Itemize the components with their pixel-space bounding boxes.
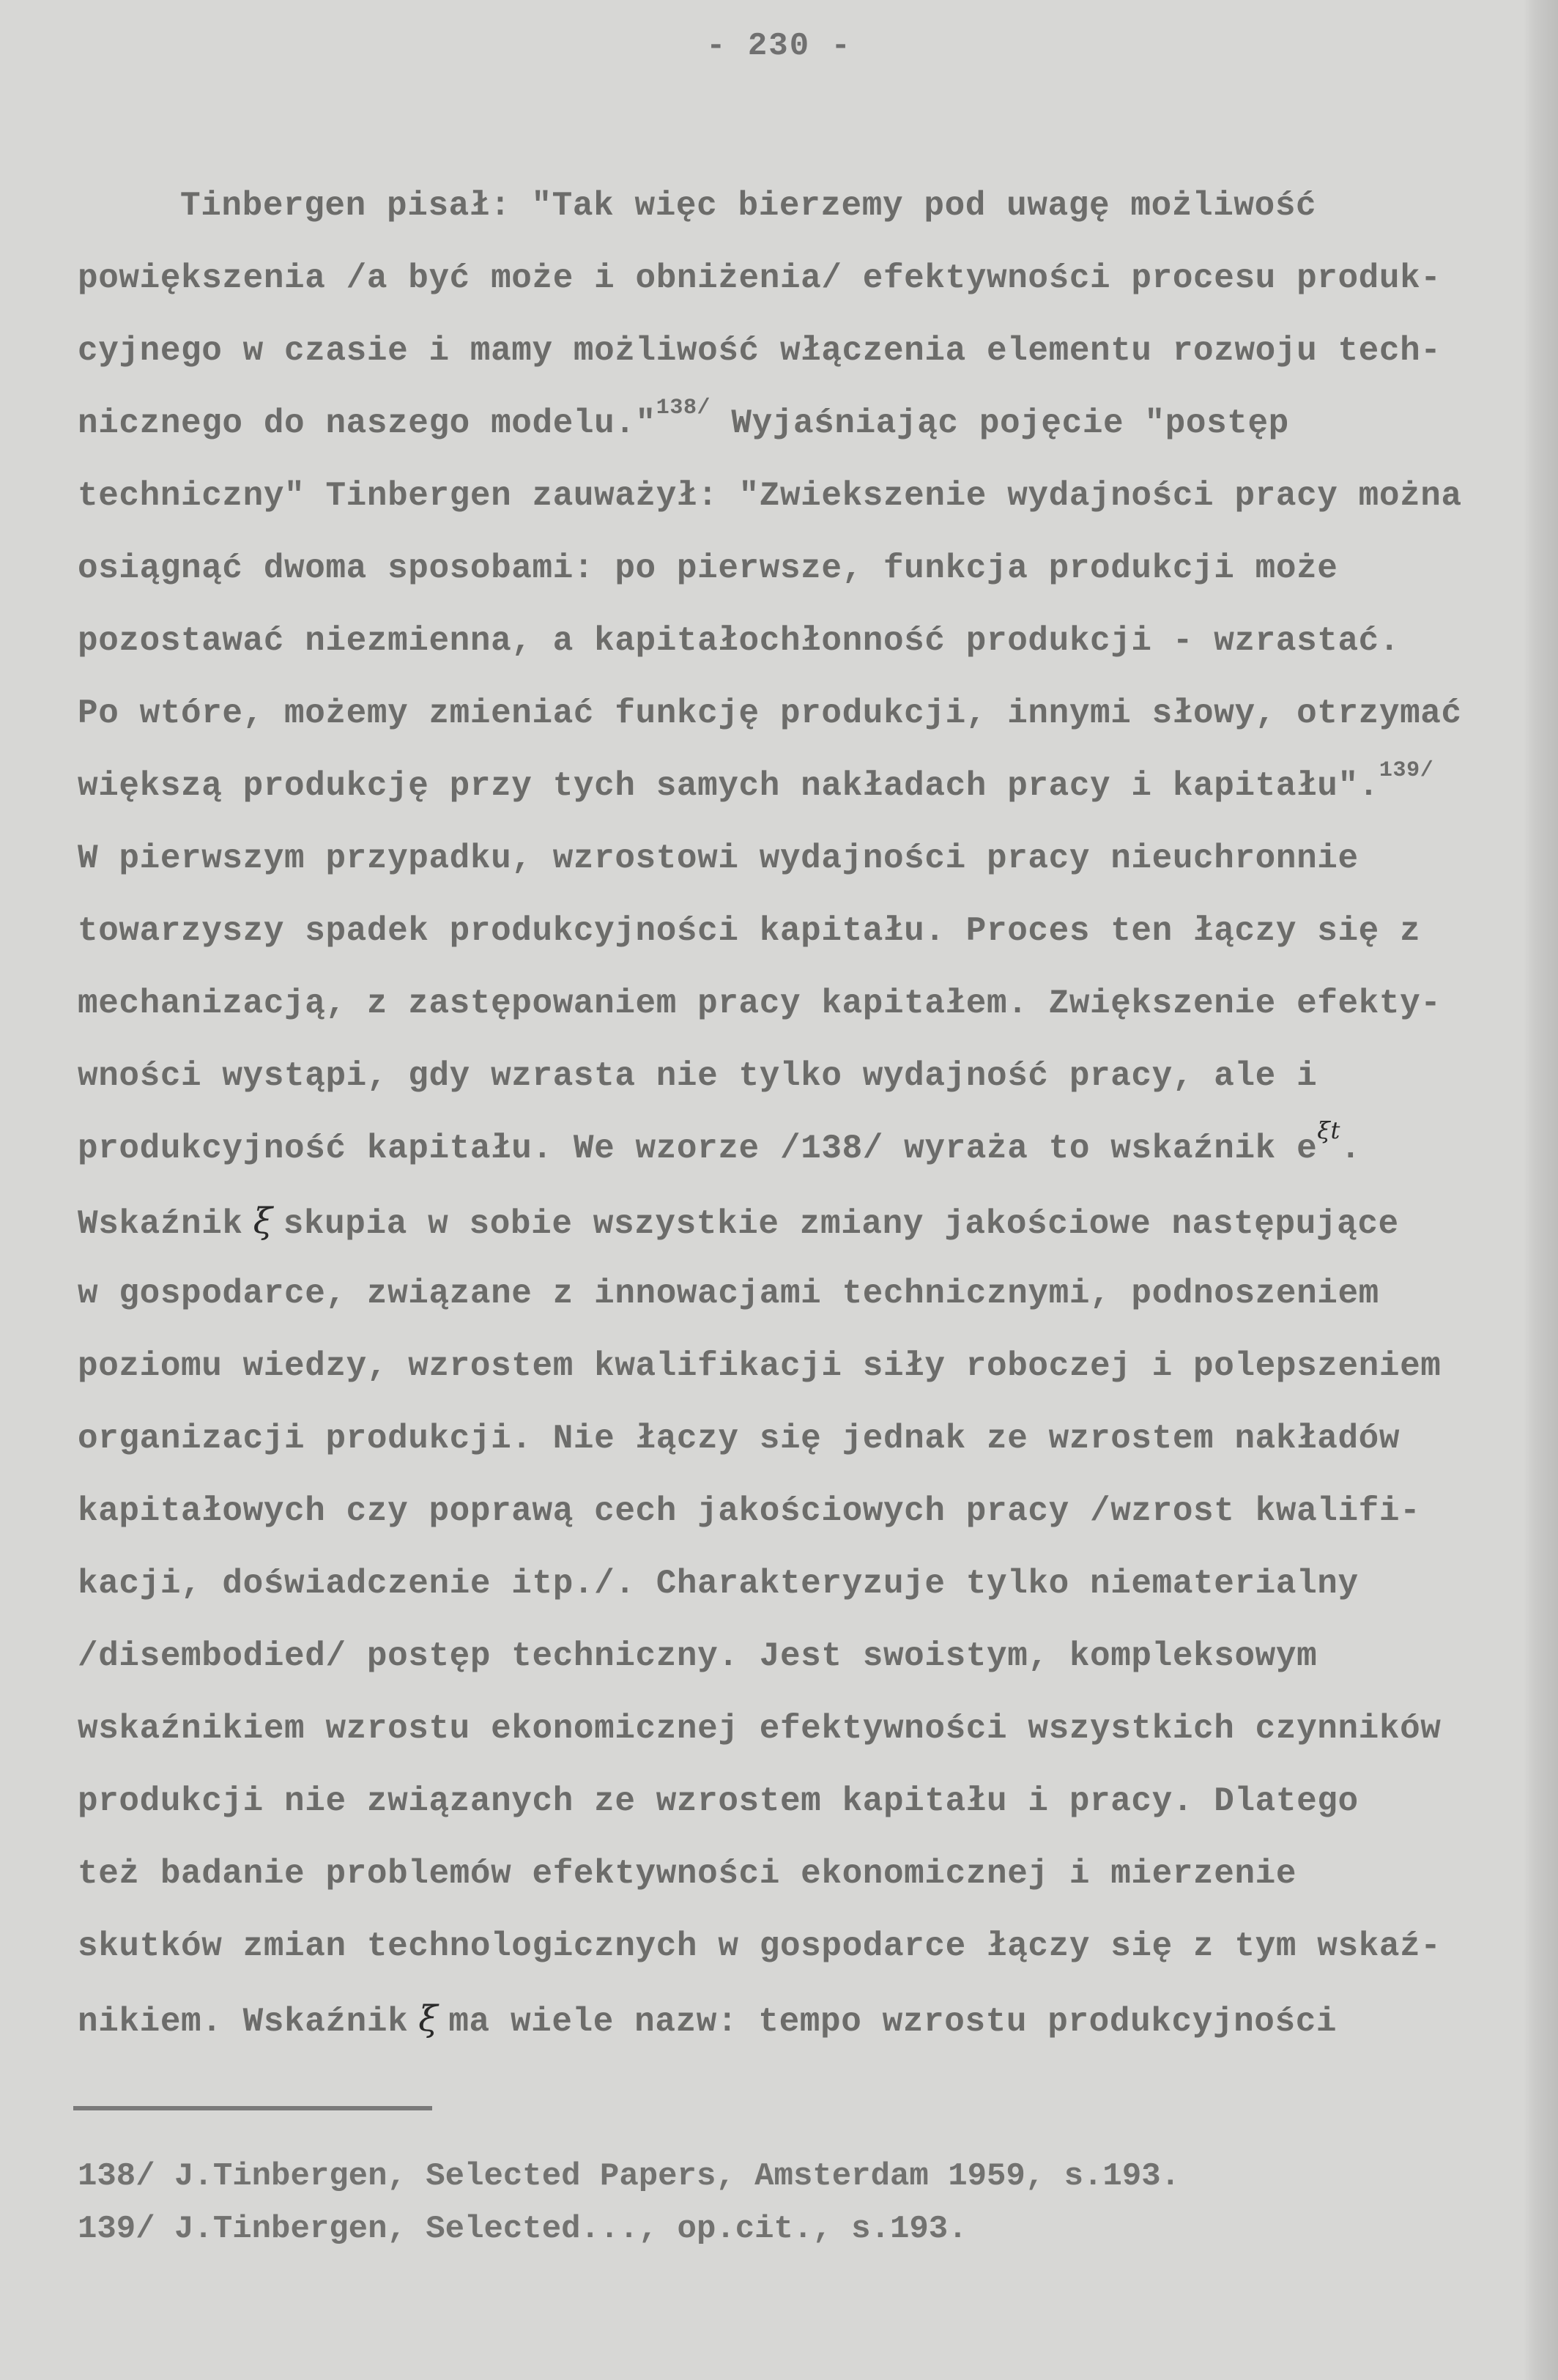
text-line [78,388,1550,460]
text-line [78,605,1550,678]
text-line [78,1403,1550,1475]
text-line [78,1258,1550,1330]
line-text: wności wystąpi, gdy wzrasta nie tylko wydajność pracy, ale i [78,1057,1318,1095]
line-text: produkcyjność kapitału. We wzorze /138/ wyraża to wskaźnik e [78,1130,1318,1168]
line-text: w gospodarce, związane z innowacjami technicznymi, podnoszeniem [78,1275,1379,1313]
line-text: ma wiele nazw: tempo wzrostu produkcyjności [448,2003,1338,2041]
text-line [78,1548,1550,1620]
body-text [78,170,1550,2055]
text-line [78,750,1550,823]
line-text: kapitałowych czy poprawą cech jakościowych pracy /wzrost kwalifi- [78,1492,1421,1530]
line-text: skutków zmian technologicznych w gospodarce łączy się z tym wskaź- [78,1927,1442,1965]
line-text: W pierwszym przypadku, wzrostowi wydajności pracy nieuchronnie [78,839,1359,878]
line-text: kacji, doświadczenie itp./. Charakteryzuje tylko niematerialny [78,1565,1359,1603]
line-text: /disembodied/ postęp techniczny. Jest swoistym, kompleksowym [78,1637,1318,1675]
text-line [78,895,1550,968]
text-line [78,1330,1550,1403]
text-line [78,1475,1550,1548]
text-line [78,170,1550,242]
text-line [78,1838,1550,1910]
line-text: Po wtóre, możemy zmieniać funkcję produkcji, innymi słowy, otrzymać [78,694,1462,733]
footnote-ref-139: 139/ [1379,758,1434,783]
xi-symbol: ξ [418,1998,439,2039]
line-text: . [1340,1130,1362,1168]
line-text: skupia w sobie wszystkie zmiany jakościowe następujące [283,1205,1399,1243]
page-number: - 230 - [706,28,852,64]
line-text: mechanizacją, z zastępowaniem pracy kapitałem. Zwiększenie efekty- [78,985,1442,1023]
line-text: wskaźnikiem wzrostu ekonomicznej efektywności wszystkich czynników [78,1710,1442,1748]
xi-symbol: ξ [253,1201,273,1242]
text-line [78,242,1550,315]
line-text: powiększenia /a być może i obniżenia/ efektywności procesu produk- [78,259,1442,297]
text-line [78,1765,1550,1838]
line-text: nikiem. Wskaźnik [78,2003,409,2041]
footnote-separator [73,2106,432,2110]
text-line [78,1693,1550,1765]
text-line [78,968,1550,1040]
line-text: osiągnąć dwoma sposobami: po pierwsze, funkcja produkcji może [78,549,1338,587]
line-text: towarzyszy spadek produkcyjności kapitału. Proces ten łączy się z [78,912,1421,950]
text-line [78,315,1550,388]
xi-superscript: ξt [1317,1116,1340,1144]
text-line [78,533,1550,605]
line-text: produkcji nie związanych ze wzrostem kapitału i pracy. Dlatego [78,1782,1359,1820]
text-line [78,1040,1550,1113]
line-text: Wskaźnik [78,1205,243,1243]
text-line [78,678,1550,750]
line-text: techniczny" Tinbergen zauważył: "Zwiekszenie wydajności pracy można [78,477,1462,515]
line-text: Wyjaśniając pojęcie "postęp [711,404,1289,442]
footnote-139: 139/ J.Tinbergen, Selected..., op.cit., s.193. [78,2211,968,2247]
text-line [78,1620,1550,1693]
text-line [78,1910,1550,1983]
text-line [78,460,1550,533]
line-text: organizacji produkcji. Nie łączy się jednak ze wzrostem nakładów [78,1420,1401,1458]
line-text: większą produkcję przy tych samych nakładach pracy i kapitału". [78,767,1379,805]
line-text: pozostawać niezmienna, a kapitałochłonność produkcji - wzrastać. [78,622,1401,660]
line-text: cyjnego w czasie i mamy możliwość włączenia elementu rozwoju tech- [78,332,1442,370]
text-line [78,823,1550,895]
line-text: nicznego do naszego modelu." [78,404,656,442]
footnote-ref-138: 138/ [656,396,711,420]
line-text: poziomu wiedzy, wzrostem kwalifikacji siły roboczej i polepszeniem [78,1347,1442,1385]
text-line [78,1185,1550,1258]
text-line [78,1983,1550,2055]
footnote-138: 138/ J.Tinbergen, Selected Papers, Amsterdam 1959, s.193. [78,2158,1181,2195]
line-text: Tinbergen pisał: "Tak więc bierzemy pod uwagę możliwość [180,187,1317,225]
line-text: też badanie problemów efektywności ekonomicznej i mierzenie [78,1855,1297,1893]
footnotes [78,2150,1180,2255]
text-line [78,1113,1550,1185]
